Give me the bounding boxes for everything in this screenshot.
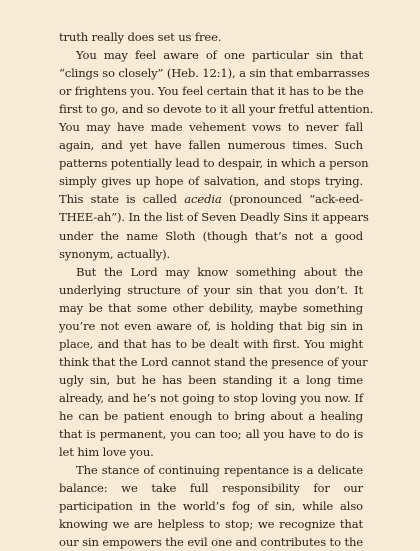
text-segment: already, and he’s not going to stop loving you now. If: [59, 390, 363, 405]
text-line: [59, 28, 363, 46]
text-segment: This state is called: [59, 192, 185, 207]
italic-term: acedia: [184, 192, 222, 207]
text-segment: You may feel aware of one particular sin that: [76, 48, 363, 63]
text-segment: underlying structure of your sin that you don’t. It: [59, 282, 363, 297]
text-segment: balance: we take full responsibility for our: [59, 481, 363, 496]
text-line: [59, 227, 363, 245]
text-line: [59, 100, 374, 118]
text-line: [59, 371, 363, 389]
text-segment: “clings so closely” (Heb. 12:1), a sin that embarrasses: [59, 66, 370, 81]
text-line: [59, 425, 363, 443]
text-line: [59, 263, 363, 281]
text-line: [59, 82, 363, 100]
text-line: [59, 497, 363, 515]
text-line: [59, 172, 363, 190]
text-line: [59, 479, 363, 497]
text-segment: or frightens you. You feel certain that it has to be the: [59, 84, 364, 99]
text-line: [59, 515, 363, 533]
text-line: [59, 136, 363, 154]
text-segment: The stance of continuing repentance is a delicate: [76, 463, 363, 478]
text-segment: place, and that has to be dealt with first. You might: [59, 336, 363, 351]
text-segment: he can be patient enough to bring about a healing: [59, 408, 363, 423]
text-line: [59, 281, 363, 299]
text-segment: ugly sin, but he has been standing it a long time: [59, 372, 363, 387]
text-line: [59, 317, 363, 335]
text-segment: think that the Lord cannot stand the presence of your: [59, 354, 368, 369]
text-line: [59, 443, 363, 461]
text-segment: may be that some other debility, maybe something: [59, 300, 363, 315]
text-line: [59, 353, 368, 371]
text-segment: first to go, and so devote to it all your fretful attention.: [59, 102, 374, 117]
text-line: [59, 407, 363, 425]
text-segment: You may have made vehement vows to never fall: [59, 120, 363, 135]
text-segment: our sin empowers the evil one and contributes to the: [59, 535, 363, 550]
text-segment: under the name Sloth (though that’s not a good: [59, 228, 363, 243]
text-segment: But the Lord may know something about the: [76, 264, 363, 279]
text-segment: again, and yet have fallen numerous times. Such: [59, 138, 363, 153]
body-text: [59, 28, 374, 551]
text-segment: THEE-ah”). In the list of Seven Deadly Sins it appears: [59, 210, 369, 225]
text-segment: (pronounced “ack-eed-: [221, 192, 363, 207]
text-line: [59, 335, 363, 353]
text-segment: participation in the world’s fog of sin, while also: [59, 499, 363, 514]
text-line: [59, 533, 363, 551]
text-line: [59, 64, 370, 82]
text-segment: knowing we are helpless to stop; we recognize that: [59, 517, 363, 532]
text-segment: synonym, actually).: [59, 246, 171, 261]
text-line: [59, 461, 363, 479]
text-line: [59, 389, 363, 407]
text-line: [59, 245, 363, 263]
text-segment: patterns potentially lead to despair, in which a person: [59, 156, 369, 171]
text-line: [59, 118, 363, 136]
text-line: [59, 154, 369, 172]
text-line: [59, 190, 363, 208]
text-line: [59, 46, 363, 64]
text-segment: that is permanent, you can too; all you have to do is: [59, 427, 363, 442]
text-line: [59, 208, 369, 226]
text-segment: truth really does set us free.: [59, 30, 222, 44]
text-segment: simply gives up hope of salvation, and stops trying.: [59, 174, 363, 189]
text-segment: let him love you.: [59, 445, 154, 460]
text-line: [59, 299, 363, 317]
text-segment: you’re not even aware of, is holding that big sin in: [59, 318, 363, 333]
